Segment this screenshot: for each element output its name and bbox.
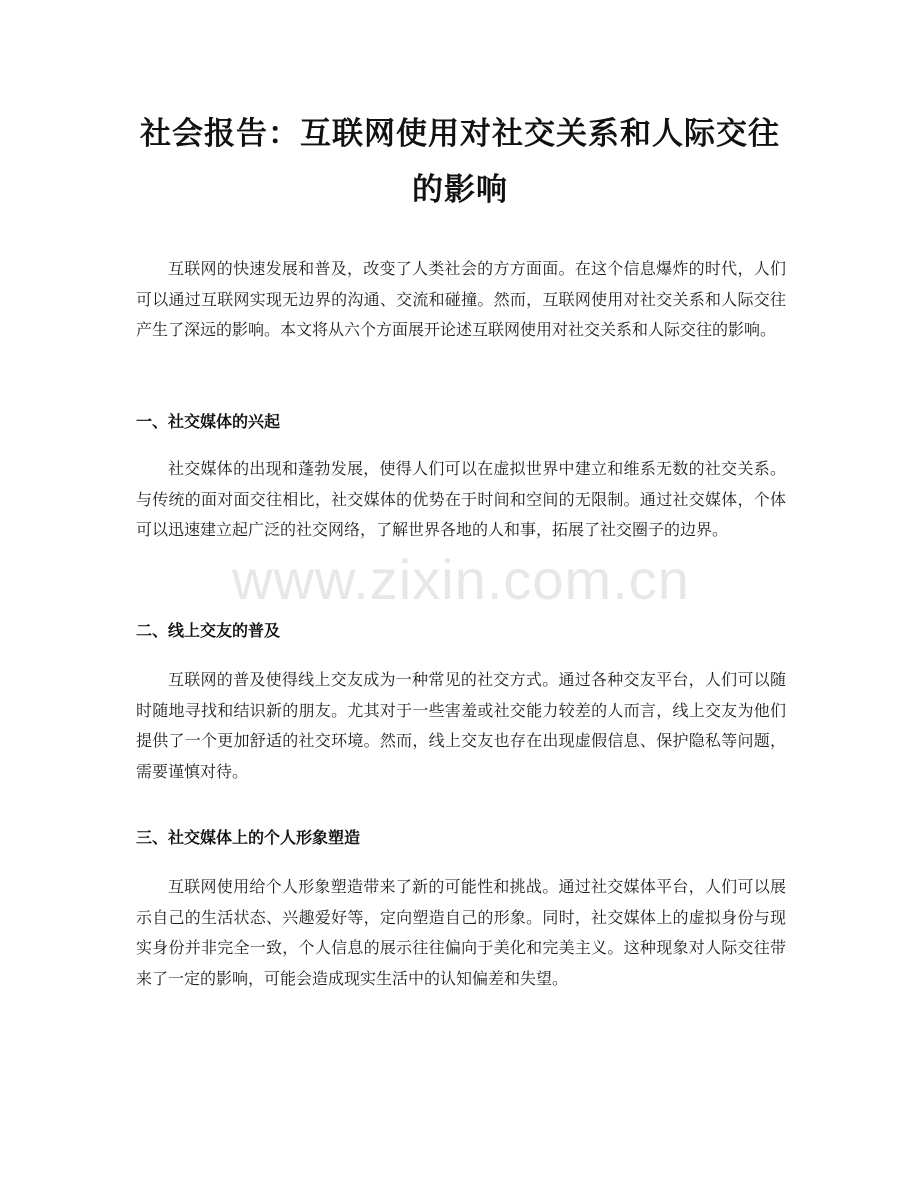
intro-paragraph: 互联网的快速发展和普及，改变了人类社会的方方面面。在这个信息爆炸的时代，人们可以通过互联网实现无边界的沟通、交流和碰撞。然而，互联网使用对社交关系和人际交往产生了深远的影响。本文将从六个方面展开论述互联网使用对社交关系和人际交往的影响。: [136, 259, 786, 340]
section-heading-1: 一、社交媒体的兴起: [136, 412, 281, 431]
document-title: 社会报告：互联网使用对社交关系和人际交往的影响: [140, 116, 780, 208]
watermark: www.zixin.com.cn: [232, 548, 690, 611]
section-heading-3: 三、社交媒体上的个人形象塑造: [136, 828, 361, 847]
section-body-3: 互联网使用给个人形象塑造带来了新的可能性和挑战。通过社交媒体平台，人们可以展示自己的生活状态、兴趣爱好等，定向塑造自己的形象。同时，社交媒体上的虚拟身份与现实身份并非完全一致，个人信息的展示往往偏向于美化和完美主义。这种现象对人际交往带来了一定的影响，可能会造成现实生活中的认知偏差和失望。: [136, 877, 786, 988]
section-body-2: 互联网的普及使得线上交友成为一种常见的社交方式。通过各种交友平台，人们可以随时随地寻找和结识新的朋友。尤其对于一些害羞或社交能力较差的人而言，线上交友为他们提供了一个更加舒适的社交环境。然而，线上交友也存在出现虚假信息、保护隐私等问题，需要谨慎对待。: [136, 670, 786, 781]
section-heading-2: 二、线上交友的普及: [136, 621, 281, 640]
section-body-1: 社交媒体的出现和蓬勃发展，使得人们可以在虚拟世界中建立和维系无数的社交关系。与传统的面对面交往相比，社交媒体的优势在于时间和空间的无限制。通过社交媒体，个体可以迅速建立起广泛的社交网络，了解世界各地的人和事，拓展了社交圈子的边界。: [136, 459, 786, 540]
